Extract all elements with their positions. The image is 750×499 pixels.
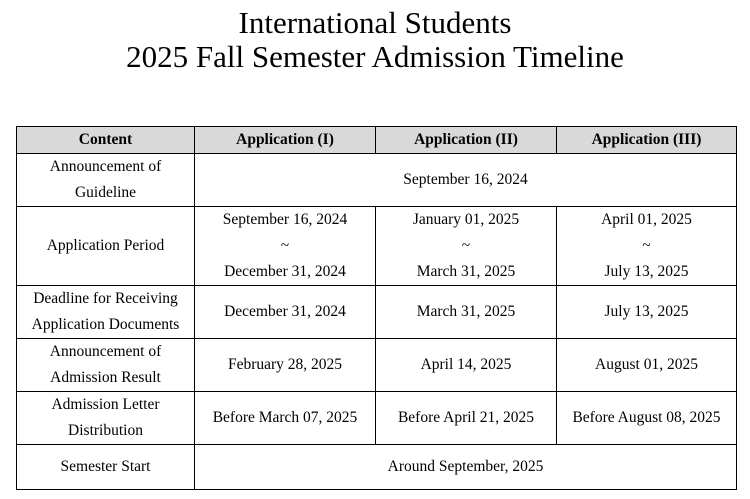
row-application-period xyxy=(17,207,737,286)
documents-application-1: December 31, 2024 xyxy=(195,286,376,339)
admission-timeline-table xyxy=(16,126,737,490)
row-label xyxy=(17,339,195,392)
period-application-3 xyxy=(557,207,737,286)
semester-start-date: Around September, 2025 xyxy=(195,445,737,490)
row-admission-result xyxy=(17,339,737,392)
guideline-date: September 16, 2024 xyxy=(195,154,737,207)
row-admission-letter xyxy=(17,392,737,445)
documents-application-2: March 31, 2025 xyxy=(376,286,557,339)
row-label xyxy=(17,154,195,207)
row-label-line: Deadline for Receiving xyxy=(33,290,178,307)
row-label-line: Announcement of xyxy=(49,343,162,360)
period-end: July 13, 2025 xyxy=(604,263,689,280)
letter-application-2: Before April 21, 2025 xyxy=(376,392,557,445)
period-start: January 01, 2025 xyxy=(412,211,520,228)
header-application-1: Application (I) xyxy=(195,127,376,154)
letter-application-1: Before March 07, 2025 xyxy=(195,392,376,445)
period-separator: ~ xyxy=(642,237,651,254)
row-label-line: Guideline xyxy=(74,184,137,201)
letter-application-3: Before August 08, 2025 xyxy=(557,392,737,445)
page-title xyxy=(0,6,750,74)
row-label xyxy=(17,286,195,339)
period-application-2 xyxy=(376,207,557,286)
row-semester-start xyxy=(17,445,737,490)
row-label-line: Distribution xyxy=(68,422,143,439)
period-application-1 xyxy=(195,207,376,286)
row-label: Semester Start xyxy=(17,445,195,490)
period-start: September 16, 2024 xyxy=(222,211,348,228)
row-label-line: Announcement of xyxy=(49,158,162,175)
documents-application-3: July 13, 2025 xyxy=(557,286,737,339)
header-application-2: Application (II) xyxy=(376,127,557,154)
header-row xyxy=(17,127,737,154)
row-label-line: Admission Letter xyxy=(51,396,160,413)
title-line-2: 2025 Fall Semester Admission Timeline xyxy=(126,39,624,74)
result-application-3: August 01, 2025 xyxy=(557,339,737,392)
row-label xyxy=(17,392,195,445)
period-end: March 31, 2025 xyxy=(416,263,516,280)
row-document-deadline xyxy=(17,286,737,339)
period-start: April 01, 2025 xyxy=(601,211,692,228)
row-label: Application Period xyxy=(17,207,195,286)
row-guideline-announcement xyxy=(17,154,737,207)
header-application-3: Application (III) xyxy=(557,127,737,154)
header-content: Content xyxy=(17,127,195,154)
period-separator: ~ xyxy=(461,237,471,254)
period-separator: ~ xyxy=(280,237,290,254)
title-line-1: International Students xyxy=(238,5,512,40)
row-label-line: Admission Result xyxy=(50,369,161,386)
row-label-line: Application Documents xyxy=(31,316,180,333)
period-end: December 31, 2024 xyxy=(224,263,346,280)
result-application-1: February 28, 2025 xyxy=(195,339,376,392)
result-application-2: April 14, 2025 xyxy=(376,339,557,392)
